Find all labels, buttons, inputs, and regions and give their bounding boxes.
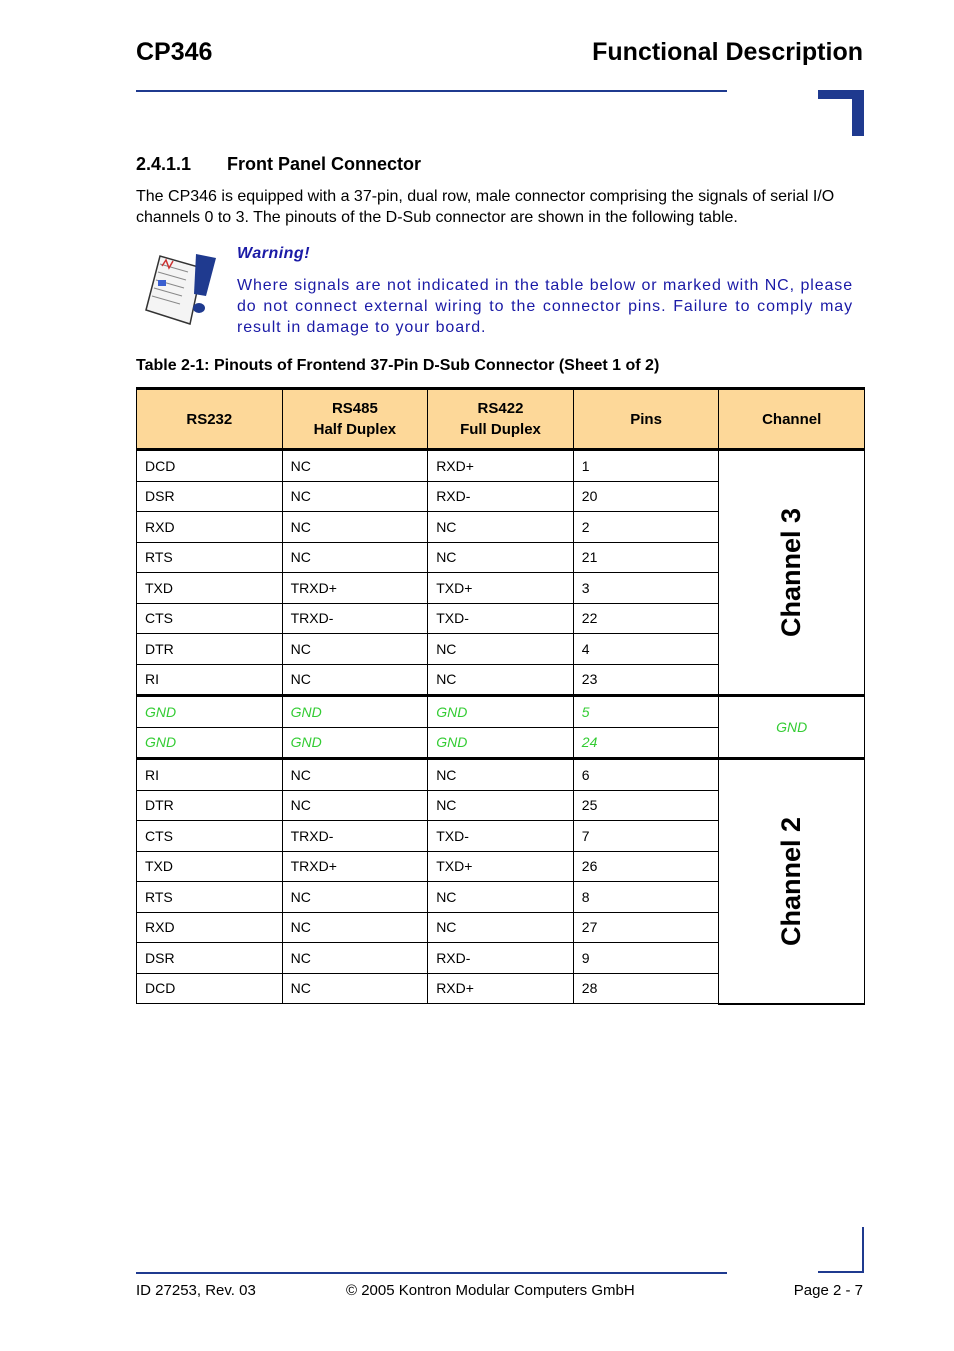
cell-rs232: CTS xyxy=(137,603,283,634)
table-row xyxy=(137,759,865,791)
cell-rs232: DCD xyxy=(137,450,283,482)
header-channel: Channel xyxy=(719,389,865,450)
cell-rs485: NC xyxy=(282,664,428,696)
cell-rs232: DTR xyxy=(137,634,283,665)
cell-rs485: NC xyxy=(282,882,428,913)
cell-pin: 2 xyxy=(573,512,719,543)
cell-pin: 22 xyxy=(573,603,719,634)
cell-rs485: NC xyxy=(282,973,428,1004)
gnd-channel-cell: GND xyxy=(719,696,865,759)
cell-rs422: NC xyxy=(428,790,574,821)
cell-rs232: TXD xyxy=(137,851,283,882)
cell-rs485: TRXD+ xyxy=(282,573,428,604)
header-corner-mark xyxy=(818,90,864,136)
cell-rs485: GND xyxy=(282,727,428,759)
section-heading xyxy=(136,154,421,175)
cell-rs232: RTS xyxy=(137,882,283,913)
cell-pin: 4 xyxy=(573,634,719,665)
cell-rs485: NC xyxy=(282,634,428,665)
cell-rs485: NC xyxy=(282,450,428,482)
cell-pin: 1 xyxy=(573,450,719,482)
cell-pin: 27 xyxy=(573,912,719,943)
cell-pin: 9 xyxy=(573,943,719,974)
cell-rs422: RXD+ xyxy=(428,973,574,1004)
cell-rs232: RI xyxy=(137,759,283,791)
cell-rs422: TXD+ xyxy=(428,573,574,604)
cell-rs232: DSR xyxy=(137,481,283,512)
cell-pin: 8 xyxy=(573,882,719,913)
cell-rs422: RXD+ xyxy=(428,450,574,482)
channel-3-cell-label: Channel 3 xyxy=(776,507,807,638)
cell-rs232: DTR xyxy=(137,790,283,821)
chapter-title: Functional Description xyxy=(592,38,863,66)
cell-rs232: DCD xyxy=(137,973,283,1004)
cell-rs485: NC xyxy=(282,759,428,791)
cell-rs485: NC xyxy=(282,481,428,512)
header-pins: Pins xyxy=(573,389,719,450)
section-number: 2.4.1.1 xyxy=(136,154,192,174)
channel-2-cell-label: Channel 2 xyxy=(776,816,807,946)
cell-rs232: TXD xyxy=(137,573,283,604)
cell-rs232: GND xyxy=(137,696,283,728)
cell-rs485: GND xyxy=(282,696,428,728)
cell-rs422: NC xyxy=(428,759,574,791)
cell-pin: 26 xyxy=(573,851,719,882)
pinout-table xyxy=(136,387,865,1005)
cell-rs422: NC xyxy=(428,664,574,696)
intro-paragraph: The CP346 is equipped with a 37-pin, dual row, male connector comprising the signals of serial I/O channels 0 to 3. The pinouts of the D-Sub connector are shown in the following table. xyxy=(136,188,835,226)
cell-rs232: RTS xyxy=(137,542,283,573)
header-rs232: RS232 xyxy=(137,389,283,450)
cell-pin: 28 xyxy=(573,973,719,1004)
cell-rs422: TXD- xyxy=(428,603,574,634)
doc-product-title: CP346 xyxy=(136,38,213,66)
cell-rs232: RXD xyxy=(137,912,283,943)
table-header-row xyxy=(137,389,865,450)
footer-doc-id: ID 27253, Rev. 03 xyxy=(136,1282,256,1299)
channel-3-cell xyxy=(719,450,865,696)
table-row xyxy=(137,450,865,482)
cell-rs422: NC xyxy=(428,634,574,665)
header-rule xyxy=(136,90,727,92)
cell-rs422: NC xyxy=(428,542,574,573)
cell-rs485: TRXD- xyxy=(282,603,428,634)
cell-rs422: RXD- xyxy=(428,481,574,512)
cell-rs485: NC xyxy=(282,943,428,974)
cell-rs232: RI xyxy=(137,664,283,696)
cell-rs485: NC xyxy=(282,512,428,543)
footer-copyright: © 2005 Kontron Modular Computers GmbH xyxy=(346,1282,635,1299)
cell-rs232: GND xyxy=(137,727,283,759)
cell-rs485: NC xyxy=(282,542,428,573)
cell-rs485: TRXD+ xyxy=(282,851,428,882)
warning-notepad-icon xyxy=(144,250,220,326)
warning-title: Warning! xyxy=(237,245,311,262)
cell-pin: 3 xyxy=(573,573,719,604)
cell-pin: 23 xyxy=(573,664,719,696)
cell-rs232: RXD xyxy=(137,512,283,543)
cell-rs485: NC xyxy=(282,790,428,821)
header-rs422: RS422 Full Duplex xyxy=(428,389,574,450)
cell-pin: 6 xyxy=(573,759,719,791)
table-caption: Table 2-1: Pinouts of Frontend 37-Pin D-Sub Connector (Sheet 1 of 2) xyxy=(136,357,660,374)
cell-rs422: NC xyxy=(428,912,574,943)
cell-pin: 21 xyxy=(573,542,719,573)
cell-pin: 7 xyxy=(573,821,719,852)
cell-rs422: TXD+ xyxy=(428,851,574,882)
cell-rs422: NC xyxy=(428,882,574,913)
cell-pin: 20 xyxy=(573,481,719,512)
warning-text: Where signals are not indicated in the table below or marked with NC, please do not connect external wiring to the connector pins. Failure to comply may result in damage to your board. xyxy=(237,277,853,336)
footer-rule xyxy=(136,1272,727,1274)
cell-rs485: NC xyxy=(282,912,428,943)
cell-rs422: GND xyxy=(428,696,574,728)
cell-rs422: NC xyxy=(428,512,574,543)
cell-rs422: GND xyxy=(428,727,574,759)
header-rs485: RS485 Half Duplex xyxy=(282,389,428,450)
cell-rs232: DSR xyxy=(137,943,283,974)
cell-pin: 5 xyxy=(573,696,719,728)
section-title: Front Panel Connector xyxy=(227,154,422,174)
cell-rs422: RXD- xyxy=(428,943,574,974)
cell-pin: 24 xyxy=(573,727,719,759)
cell-rs422: TXD- xyxy=(428,821,574,852)
cell-rs485: TRXD- xyxy=(282,821,428,852)
cell-pin: 25 xyxy=(573,790,719,821)
cell-rs232: CTS xyxy=(137,821,283,852)
table-row xyxy=(137,696,865,728)
footer-corner-mark xyxy=(818,1227,864,1273)
footer-page-number: Page 2 - 7 xyxy=(793,1282,863,1299)
channel-2-cell xyxy=(719,759,865,1004)
